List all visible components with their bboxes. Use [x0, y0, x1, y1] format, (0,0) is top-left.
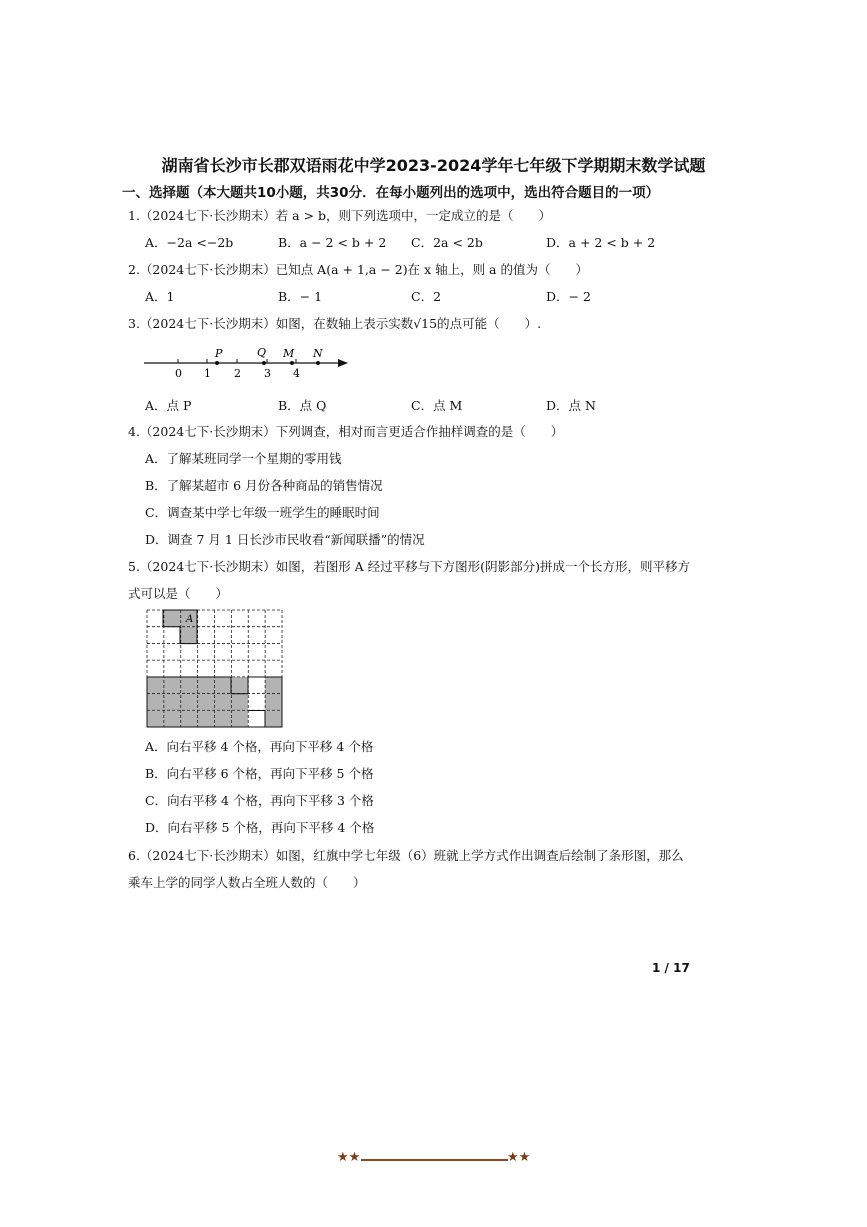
- tick-label-1: 1: [204, 367, 211, 380]
- question-1: 1.（2024七下·长沙期末）若 a > b，则下列选项中，一定成立的是（ ）: [128, 208, 552, 223]
- question-6-line-2: 乘车上学的同学人数占全班人数的（ ）: [128, 875, 366, 890]
- point-m: [290, 361, 294, 365]
- star-icon-left: ★★: [337, 1150, 361, 1165]
- question-5-line-1: 5.（2024七下·长沙期末）如图，若图形 A 经过平移与下方图形(阴影部分)拼成一个长方形，则平移方: [128, 559, 690, 574]
- q5-option-c: C．向右平移 4 个格，再向下平移 3 个格: [145, 793, 374, 808]
- grid-figure: [146, 608, 286, 730]
- q2-option-a: A．1: [145, 289, 175, 304]
- tick-label-2: 2: [234, 367, 241, 380]
- q5-option-a: A．向右平移 4 个格，再向下平移 4 个格: [145, 739, 374, 754]
- q3-option-d: D．点 N: [546, 398, 596, 413]
- point-label-m: M: [283, 347, 295, 360]
- point-p: [215, 361, 219, 365]
- q1-option-b: B．a − 2 < b + 2: [278, 235, 387, 250]
- point-label-p: P: [215, 347, 223, 360]
- number-line-figure: [140, 340, 355, 382]
- q5-option-b: B．向右平移 6 个格，再向下平移 5 个格: [145, 766, 374, 781]
- q4-option-d: D．调查 7 月 1 日长沙市民收看“新闻联播”的情况: [145, 532, 425, 547]
- q3-option-b: B．点 Q: [278, 398, 327, 413]
- page-title: 湖南省长沙市长郡双语雨花中学2023-2024学年七年级下学期期末数学试题: [161, 156, 706, 175]
- tick-label-3: 3: [264, 367, 271, 380]
- q4-option-c: C．调查某中学七年级一班学生的睡眠时间: [145, 505, 380, 520]
- tick-label-0: 0: [175, 367, 182, 380]
- footer-rule: [361, 1159, 508, 1161]
- q2-option-d: D．− 2: [546, 289, 591, 304]
- q1-option-d: D．a + 2 < b + 2: [546, 235, 656, 250]
- point-label-n: N: [313, 347, 323, 360]
- lower-shape-middle: [231, 677, 248, 694]
- point-label-q: Q: [257, 346, 267, 359]
- question-6-line-1: 6.（2024七下·长沙期末）如图，红旗中学七年级（6）班就上学方式作出调查后绘制了条形图，那么: [128, 848, 684, 863]
- q4-option-a: A．了解某班同学一个星期的零用钱: [145, 451, 342, 466]
- page-number: 1 / 17: [652, 961, 690, 975]
- question-5-line-2: 式可以是（ ）: [128, 586, 229, 601]
- tick-label-4: 4: [293, 367, 300, 380]
- q2-option-c: C．2: [411, 289, 442, 304]
- star-icon-right: ★★: [507, 1150, 531, 1165]
- q5-option-d: D．向右平移 5 个格，再向下平移 4 个格: [145, 820, 375, 835]
- shape-a-stem: [180, 627, 197, 644]
- q4-option-b: B．了解某超市 6 月份各种商品的销售情况: [145, 478, 383, 493]
- question-4: 4.（2024七下·长沙期末）下列调查，相对而言更适合作抽样调查的是（ ）: [128, 424, 564, 439]
- q1-option-a: A．−2a <−2b: [145, 235, 234, 250]
- question-2: 2.（2024七下·长沙期末）已知点 A(a + 1,a − 2)在 x 轴上，则 a 的值为（ ）: [128, 262, 588, 277]
- point-n: [316, 361, 320, 365]
- q2-option-b: B．− 1: [278, 289, 323, 304]
- figure-label-a: A: [186, 614, 194, 625]
- section-heading: 一、选择题（本大题共10小题，共30分．在每小题列出的选项中，选出符合题目的一项）: [122, 185, 660, 201]
- q3-option-c: C．点 M: [411, 398, 463, 413]
- q1-option-c: C．2a < 2b: [411, 235, 483, 250]
- lower-shape-gap: [248, 711, 265, 728]
- lower-shape-left: [147, 677, 231, 727]
- number-line-arrow: [338, 359, 348, 367]
- q3-option-a: A．点 P: [145, 398, 192, 413]
- lower-shape-right: [265, 677, 282, 727]
- question-3: 3.（2024七下·长沙期末）如图，在数轴上表示实数√15的点可能（ ）.: [128, 316, 542, 331]
- footer-decoration: [337, 1150, 537, 1170]
- point-q: [262, 361, 266, 365]
